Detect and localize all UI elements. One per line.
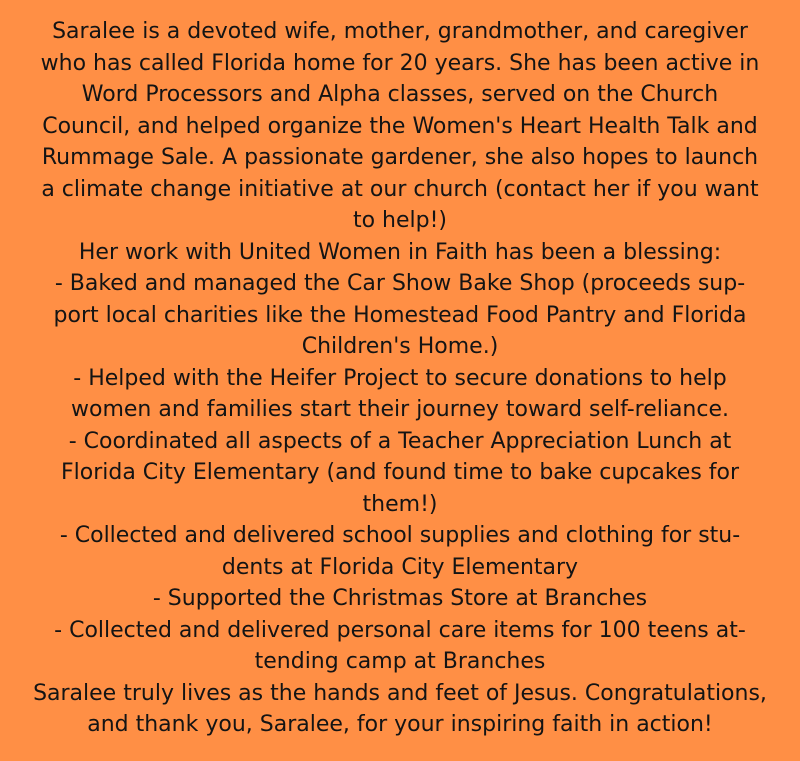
text-line: Council, and helped organize the Women's Heart Health Talk and	[42, 113, 758, 139]
text-line: tending camp at Branches	[254, 649, 546, 674]
text-line: Saralee is a devoted wife, mother, grandmother, and caregiver	[52, 19, 748, 44]
text-line: them!)	[362, 491, 438, 517]
text-line: - Coordinated all aspects of a Teacher Appreciation Lunch at	[68, 428, 732, 454]
text-line: Saralee truly lives as the hands and feet of Jesus. Congratulations,	[33, 680, 767, 706]
text-line: Rummage Sale. A passionate gardener, she also hopes to launch	[41, 145, 759, 170]
text-line: - Collected and delivered personal care items for 100 teens at-	[54, 617, 746, 643]
text-line: to help!)	[352, 208, 448, 233]
text-line: Children's Home.)	[301, 334, 499, 359]
text-line: - Collected and delivered school supplies and clothing for stu-	[59, 523, 741, 548]
text-line: Florida City Elementary (and found time to bake cupcakes for	[60, 460, 740, 485]
text-line: dents at Florida City Elementary	[221, 554, 579, 580]
text-line: - Helped with the Heifer Project to secure donations to help	[73, 365, 727, 391]
text-line: Her work with United Women in Faith has been a blessing:	[78, 239, 722, 265]
text-line: - Baked and managed the Car Show Bake Shop (proceeds sup-	[54, 271, 746, 296]
text-line: - Supported the Christmas Store at Branches	[152, 586, 648, 611]
text-line: women and families start their journey toward self-reliance.	[70, 397, 729, 422]
text-line: and thank you, Saralee, for your inspiring faith in action!	[87, 712, 713, 737]
text-line: who has called Florida home for 20 years. She has been active in	[40, 50, 760, 76]
text-line: port local charities like the Homestead Food Pantry and Florida	[53, 302, 747, 328]
text-line: Word Processors and Alpha classes, served on the Church	[81, 82, 719, 107]
text-line: a climate change initiative at our church (contact her if you want	[41, 176, 759, 202]
